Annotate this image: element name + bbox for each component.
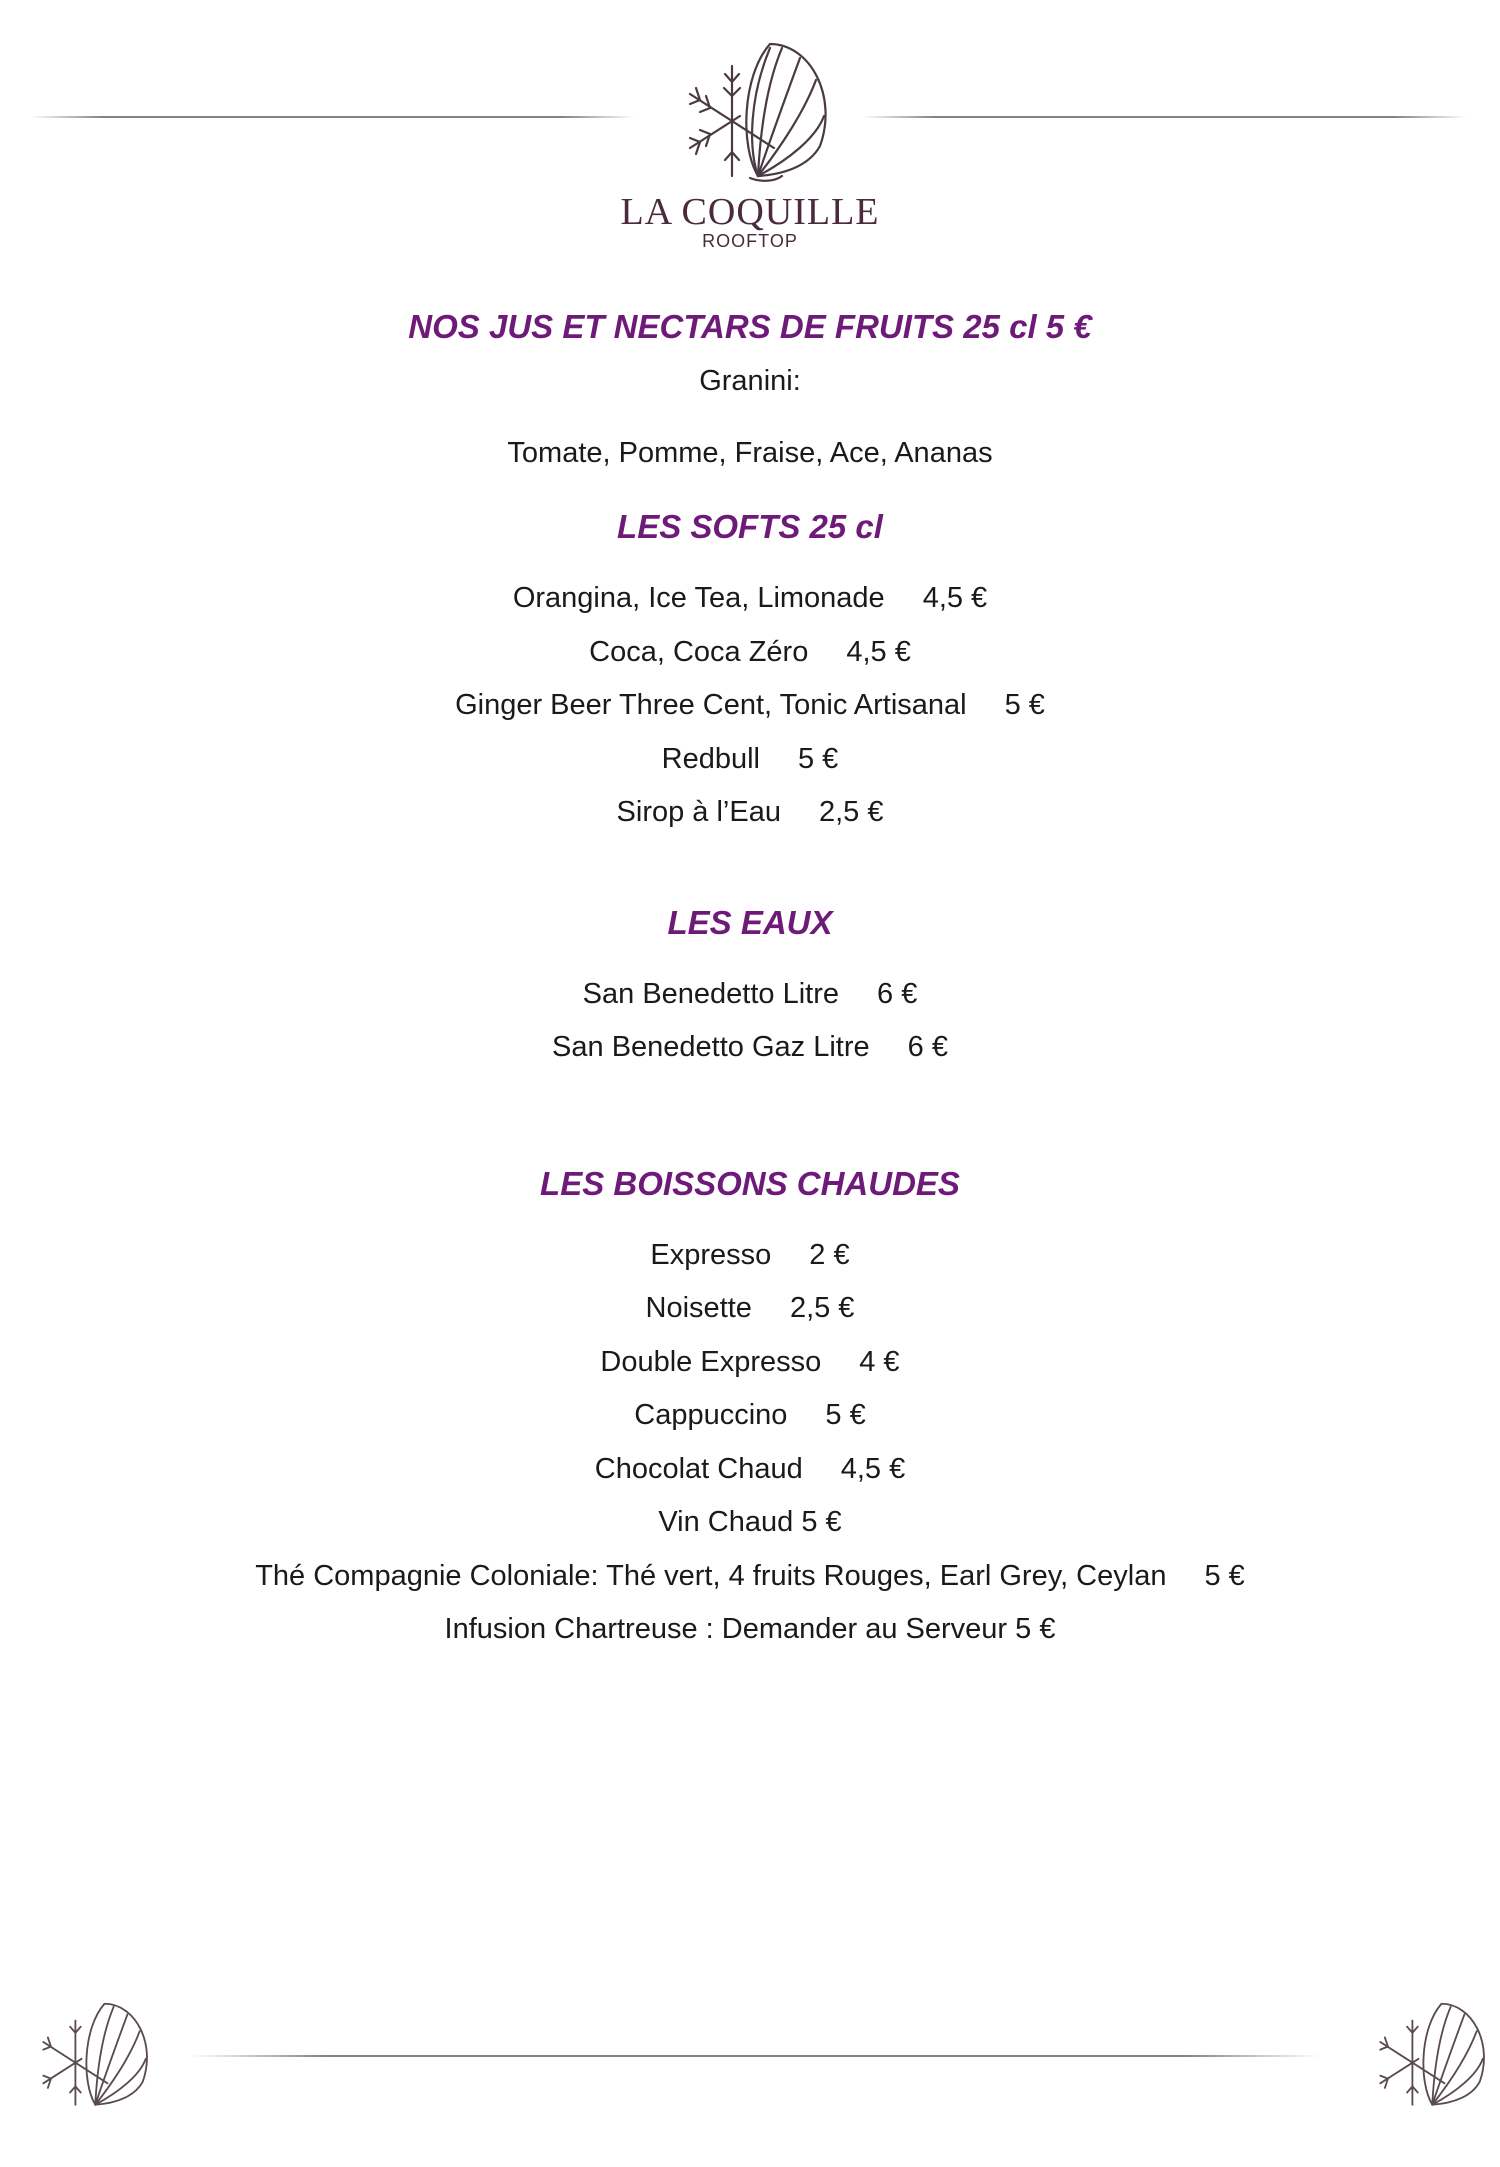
shell-snowflake-icon (670, 36, 840, 186)
item-price: 5 € (801, 1506, 842, 1538)
list-item (0, 1496, 1500, 1550)
item-price: 4 € (859, 1345, 900, 1378)
item-name: Noisette (645, 1292, 752, 1324)
header-rule-left (30, 116, 635, 118)
list-item (0, 968, 1500, 1022)
item-price: 5 € (1004, 689, 1045, 721)
item-price: 2,5 € (789, 1292, 855, 1324)
list-item (0, 1550, 1500, 1604)
section-title-waters: LES EAUX (667, 903, 833, 941)
item-price: 6 € (877, 977, 918, 1010)
item-name: Vin Chaud (658, 1506, 794, 1538)
list-item (0, 1389, 1500, 1443)
list-item (0, 733, 1500, 787)
item-name: Expresso (650, 1238, 772, 1271)
shell-snowflake-icon (28, 1995, 158, 2115)
item-price: 2,5 € (818, 796, 884, 828)
list-item (0, 1229, 1500, 1283)
list-item (0, 1282, 1500, 1336)
item-name: Redbull (661, 742, 760, 775)
item-name: Double Expresso (600, 1345, 822, 1378)
item-price: 4,5 € (840, 1452, 906, 1485)
item-price: 5 € (1204, 1559, 1245, 1592)
section-title-softs: LES SOFTS 25 cl (617, 508, 883, 545)
item-price: 5 € (825, 1399, 866, 1431)
list-item (0, 1021, 1500, 1075)
list-item (0, 1443, 1500, 1497)
section-title-juices: NOS JUS ET NECTARS DE FRUITS 25 cl 5 € (408, 308, 1092, 345)
footer-rule (190, 2055, 1320, 2057)
item-name: San Benedetto Litre (582, 977, 840, 1010)
item-name: Sirop à l’Eau (616, 796, 781, 828)
list-item (0, 1603, 1500, 1657)
shell-snowflake-icon (1365, 1995, 1495, 2115)
item-name: Chocolat Chaud (594, 1452, 803, 1485)
list-item (0, 572, 1500, 626)
item-name: Orangina, Ice Tea, Limonade (512, 582, 885, 614)
item-price: 6 € (907, 1031, 948, 1063)
brand-subtitle: ROOFTOP (702, 231, 798, 251)
item-price: 4,5 € (922, 582, 988, 614)
item-name: Ginger Beer Three Cent, Tonic Artisanal (455, 689, 967, 721)
menu-content (0, 300, 1500, 1657)
juices-flavors: Tomate, Pomme, Fraise, Ace, Ananas (507, 437, 993, 469)
item-name: Infusion Chartreuse : Demander au Serveur (444, 1613, 1008, 1645)
item-price: 5 € (798, 742, 839, 775)
section-title-hot-drinks: LES BOISSONS CHAUDES (540, 1164, 960, 1202)
item-name: Thé Compagnie Coloniale: Thé vert, 4 fruits Rouges, Earl Grey, Ceylan (255, 1559, 1167, 1592)
list-item (0, 786, 1500, 840)
item-price: 2 € (809, 1238, 850, 1271)
list-item (0, 679, 1500, 733)
list-item (0, 1336, 1500, 1390)
item-price: 5 € (1015, 1613, 1056, 1645)
item-name: Cappuccino (634, 1399, 788, 1431)
item-name: San Benedetto Gaz Litre (552, 1031, 870, 1063)
juices-brand: Granini: (699, 365, 801, 397)
brand-name: LA COQUILLE (620, 191, 880, 233)
list-item (0, 626, 1500, 680)
item-price: 4,5 € (846, 635, 911, 668)
header-rule-right (862, 116, 1467, 118)
item-name: Coca, Coca Zéro (589, 635, 809, 668)
